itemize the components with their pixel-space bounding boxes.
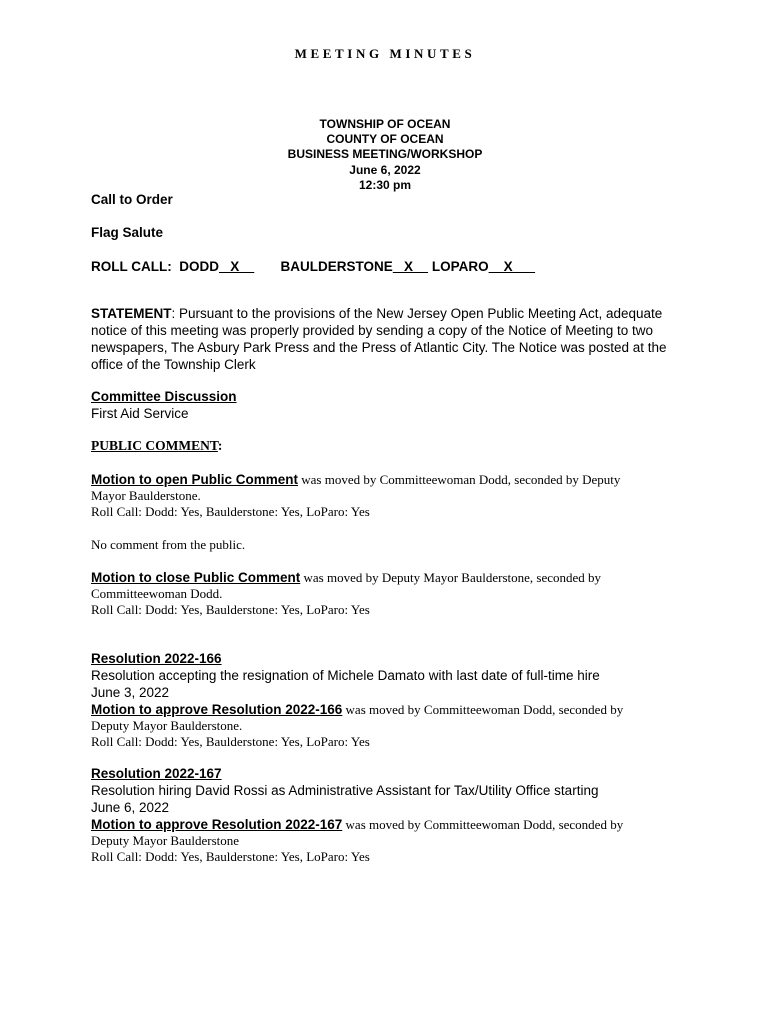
roll-call-dodd: DODD	[179, 259, 219, 274]
close-motion-roll-call: Roll Call: Dodd: Yes, Baulderstone: Yes, LoParo: Yes	[91, 602, 370, 617]
meeting-type: BUSINESS MEETING/WORKSHOP	[287, 147, 483, 162]
resolution-roll-call: Roll Call: Dodd: Yes, Baulderstone: Yes, LoParo: Yes	[91, 849, 370, 864]
resolution-block	[91, 650, 671, 750]
resolution-motion-label: Motion to approve Resolution 2022-167	[91, 817, 343, 832]
meeting-header	[0, 117, 770, 193]
open-motion-roll-call: Roll Call: Dodd: Yes, Baulderstone: Yes, LoParo: Yes	[91, 504, 370, 519]
roll-call	[91, 258, 711, 275]
resolution-block	[91, 765, 671, 865]
no-comment-note: No comment from the public.	[91, 537, 246, 552]
open-public-comment-motion	[91, 471, 651, 520]
resolution-description: Resolution accepting the resignation of Michele Damato with last date of full-time hire June 3, 2022	[91, 668, 600, 700]
call-to-order: Call to Order	[91, 192, 173, 207]
meeting-date: June 6, 2022	[349, 162, 421, 177]
resolution-motion-text: was moved by Committeewoman Dodd, seconded by Deputy Mayor Baulderstone	[91, 817, 624, 848]
statement-paragraph	[91, 305, 681, 373]
committee-discussion	[91, 388, 691, 422]
roll-call-loparo-mark: X	[488, 259, 536, 274]
open-motion-label: Motion to open Public Comment	[91, 472, 298, 487]
roll-call-label: ROLL CALL:	[91, 259, 180, 274]
public-comment-heading	[91, 438, 691, 454]
resolution-description: Resolution hiring David Rossi as Administrative Assistant for Tax/Utility Office starting June 6, 2022	[91, 783, 599, 815]
meeting-time: 12:30 pm	[358, 177, 412, 192]
resolution-motion-text: was moved by Committeewoman Dodd, seconded by Deputy Mayor Baulderstone.	[91, 702, 624, 733]
close-motion-text: was moved by Deputy Mayor Baulderstone, seconded by Committeewoman Dodd.	[91, 570, 602, 601]
township-name: TOWNSHIP OF OCEAN	[319, 117, 451, 131]
close-public-comment-motion	[91, 569, 651, 618]
resolution-heading: Resolution 2022-167	[91, 766, 222, 781]
page-title: MEETING MINUTES	[294, 46, 476, 61]
roll-call-baulderstone-mark: X	[392, 259, 429, 274]
committee-discussion-heading: Committee Discussion	[91, 389, 237, 404]
roll-call-dodd-mark: X	[219, 259, 255, 274]
county-name: COUNTY OF OCEAN	[326, 132, 444, 147]
flag-salute: Flag Salute	[91, 225, 164, 240]
close-motion-label: Motion to close Public Comment	[91, 570, 301, 585]
statement-label: STATEMENT	[91, 306, 172, 321]
committee-discussion-item: First Aid Service	[91, 406, 189, 421]
resolution-heading: Resolution 2022-166	[91, 651, 222, 666]
public-comment-heading-text: PUBLIC COMMENT	[91, 438, 218, 453]
open-motion-text: was moved by Committeewoman Dodd, seconded by Deputy Mayor Baulderstone.	[91, 472, 621, 503]
public-comment-colon: :	[217, 438, 223, 453]
resolution-motion-label: Motion to approve Resolution 2022-166	[91, 702, 343, 717]
roll-call-baulderstone: BAULDERSTONE	[280, 259, 393, 274]
resolution-roll-call: Roll Call: Dodd: Yes, Baulderstone: Yes, LoParo: Yes	[91, 734, 370, 749]
roll-call-loparo: LOPARO	[431, 259, 489, 274]
statement-text: : Pursuant to the provisions of the New Jersey Open Public Meeting Act, adequate notice of this meeting was properly provided by sending a copy of the Notice of Meeting to two newspapers, The Asbury Park Press and the Press of Atlantic City. The Notice was posted at the office of the Township Clerk	[91, 306, 667, 372]
